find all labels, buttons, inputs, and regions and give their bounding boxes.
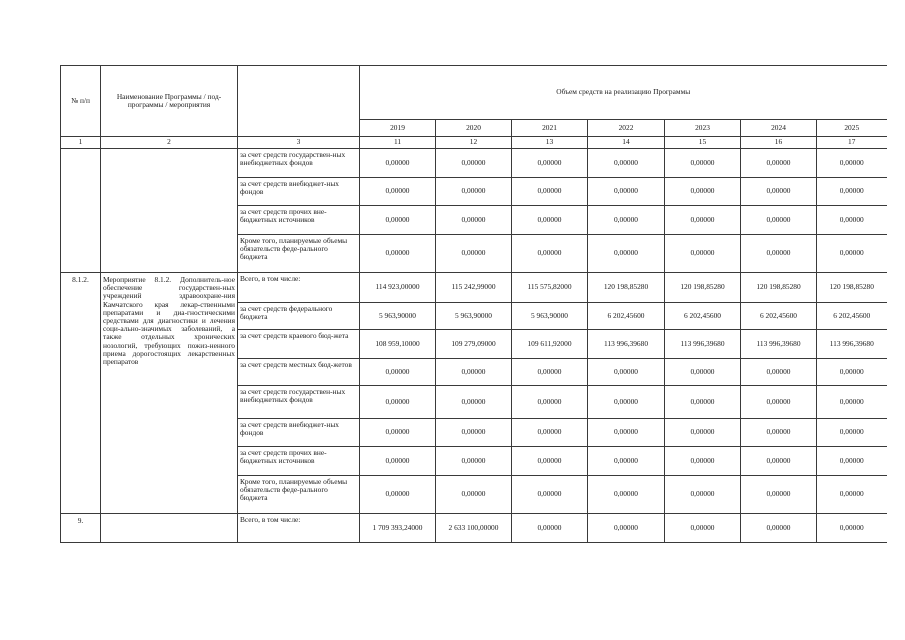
header-num: № п/п [61,66,101,137]
amount-cell: 0,00000 [665,206,741,235]
table-row [61,149,887,178]
amount-cell: 0,00000 [588,447,665,476]
amount-cell: 0,00000 [588,178,665,206]
amount-cell: 0,00000 [436,476,512,514]
amount-cell: 0,00000 [741,447,817,476]
amount-cell: 6 202,45600 [588,303,665,330]
amount-cell: 0,00000 [360,447,436,476]
amount-cell: 0,00000 [665,235,741,273]
amount-cell: 0,00000 [436,206,512,235]
amount-cell: 0,00000 [512,476,588,514]
amount-cell: 0,00000 [588,359,665,386]
amount-cell: 0,00000 [665,359,741,386]
amount-cell: 0,00000 [665,419,741,447]
amount-cell: 0,00000 [512,514,588,543]
amount-cell: 0,00000 [436,178,512,206]
amount-cell: 113 996,39680 [817,330,887,359]
item-name [101,514,238,543]
amount-cell: 120 198,85280 [741,273,817,303]
amount-cell: 109 611,92000 [512,330,588,359]
amount-cell: 0,00000 [817,447,887,476]
amount-cell: 0,00000 [360,149,436,178]
amount-cell: 0,00000 [360,206,436,235]
table-row [61,514,887,543]
amount-cell: 0,00000 [360,386,436,419]
amount-cell: 0,00000 [360,359,436,386]
amount-cell: 0,00000 [512,386,588,419]
amount-cell: 5 963,90000 [360,303,436,330]
funding-source: за счет средств федерального бюджета [238,303,360,330]
amount-cell: 0,00000 [665,447,741,476]
year-cell: 2019 [360,120,436,137]
amount-cell: 0,00000 [817,178,887,206]
index-cell: 15 [665,137,741,149]
amount-cell: 0,00000 [817,235,887,273]
funding-source: за счет средств прочих вне-бюджетных источников [238,206,360,235]
amount-cell: 0,00000 [512,235,588,273]
amount-cell: 0,00000 [741,419,817,447]
funding-source: за счет средств прочих вне-бюджетных источников [238,447,360,476]
amount-cell: 0,00000 [512,447,588,476]
amount-cell: 0,00000 [512,359,588,386]
amount-cell: 0,00000 [588,206,665,235]
item-number: 8.1.2. [61,273,101,514]
budget-table [60,65,887,543]
amount-cell: 0,00000 [512,419,588,447]
amount-cell: 113 996,39680 [588,330,665,359]
index-cell: 13 [512,137,588,149]
year-cell: 2025 [817,120,887,137]
header-volume: Объем средств на реализацию Программы [360,66,887,120]
amount-cell: 0,00000 [817,419,887,447]
header-name: Наименование Программы / под-программы / мероприятия [101,66,238,137]
year-cell: 2023 [665,120,741,137]
funding-source: за счет средств государствен-ных внебюджетных фондов [238,386,360,419]
year-cell: 2020 [436,120,512,137]
amount-cell: 0,00000 [817,476,887,514]
amount-cell: 1 709 393,24000 [360,514,436,543]
amount-cell: 0,00000 [741,178,817,206]
funding-source: Кроме того, планируемые объемы обязательств феде-рального бюджета [238,235,360,273]
item-number: 9. [61,514,101,543]
table-row [61,273,887,303]
amount-cell: 0,00000 [817,514,887,543]
amount-cell: 0,00000 [360,419,436,447]
amount-cell: 0,00000 [741,206,817,235]
amount-cell: 0,00000 [741,149,817,178]
amount-cell: 6 202,45600 [665,303,741,330]
amount-cell: 0,00000 [436,359,512,386]
funding-source: Кроме того, планируемые объемы обязательств феде-рального бюджета [238,476,360,514]
year-cell: 2022 [588,120,665,137]
funding-source: за счет средств внебюджет-ных фондов [238,178,360,206]
amount-cell: 0,00000 [588,476,665,514]
funding-source: за счет средств государствен-ных внебюджетных фондов [238,149,360,178]
amount-cell: 0,00000 [360,235,436,273]
index-row [61,137,887,149]
item-number [61,149,101,273]
amount-cell: 0,00000 [436,386,512,419]
amount-cell: 0,00000 [665,514,741,543]
amount-cell: 0,00000 [588,514,665,543]
funding-source: Всего, в том числе: [238,273,360,303]
amount-cell: 113 996,39680 [741,330,817,359]
amount-cell: 108 959,10000 [360,330,436,359]
amount-cell: 0,00000 [741,386,817,419]
amount-cell: 0,00000 [665,149,741,178]
amount-cell: 0,00000 [665,386,741,419]
amount-cell: 0,00000 [665,178,741,206]
amount-cell: 0,00000 [741,514,817,543]
index-cell: 11 [360,137,436,149]
amount-cell: 5 963,90000 [436,303,512,330]
amount-cell: 113 996,39680 [665,330,741,359]
amount-cell: 0,00000 [817,206,887,235]
funding-source: за счет средств краевого бюд-жета [238,330,360,359]
amount-cell: 0,00000 [588,235,665,273]
funding-source: за счет средств местных бюд-жетов [238,359,360,386]
amount-cell: 120 198,85280 [665,273,741,303]
amount-cell: 0,00000 [817,386,887,419]
amount-cell: 0,00000 [741,235,817,273]
amount-cell: 120 198,85280 [588,273,665,303]
index-cell: 12 [436,137,512,149]
amount-cell: 109 279,09000 [436,330,512,359]
year-cell: 2021 [512,120,588,137]
amount-cell: 0,00000 [588,386,665,419]
index-cell: 14 [588,137,665,149]
amount-cell: 6 202,45600 [741,303,817,330]
amount-cell: 0,00000 [741,359,817,386]
header-source [238,66,360,137]
amount-cell: 6 202,45600 [817,303,887,330]
amount-cell: 114 923,00000 [360,273,436,303]
amount-cell: 115 242,99000 [436,273,512,303]
amount-cell: 0,00000 [360,476,436,514]
amount-cell: 0,00000 [588,149,665,178]
amount-cell: 0,00000 [512,178,588,206]
funding-source: за счет средств внебюджет-ных фондов [238,419,360,447]
amount-cell: 2 633 100,00000 [436,514,512,543]
index-cell: 17 [817,137,887,149]
amount-cell: 0,00000 [665,476,741,514]
funding-source: Всего, в том числе: [238,514,360,543]
amount-cell: 0,00000 [817,149,887,178]
amount-cell: 115 575,82000 [512,273,588,303]
amount-cell: 5 963,90000 [512,303,588,330]
index-cell: 3 [238,137,360,149]
amount-cell: 0,00000 [436,447,512,476]
item-name [101,149,238,273]
amount-cell: 0,00000 [741,476,817,514]
amount-cell: 0,00000 [512,206,588,235]
amount-cell: 0,00000 [436,419,512,447]
amount-cell: 0,00000 [817,359,887,386]
index-cell: 1 [61,137,101,149]
amount-cell: 0,00000 [436,235,512,273]
year-cell: 2024 [741,120,817,137]
header-row [61,66,887,120]
index-cell: 2 [101,137,238,149]
amount-cell: 0,00000 [360,178,436,206]
amount-cell: 0,00000 [588,419,665,447]
index-cell: 16 [741,137,817,149]
amount-cell: 0,00000 [436,149,512,178]
amount-cell: 0,00000 [512,149,588,178]
item-name: Мероприятие 8.1.2. Дополнитель-ное обеспечение государствен-ных учреждений здравоохране-ния Камчатского края лекар-ственными препаратами и диа-гностическими средствами для диагностики и лечения соци-ально-значимых заболеваний, а также отдельных хронических нозологий, требующих пожиз-ненного приема дорогостоящих лекарственных препаратов [101,273,238,514]
amount-cell: 120 198,85280 [817,273,887,303]
